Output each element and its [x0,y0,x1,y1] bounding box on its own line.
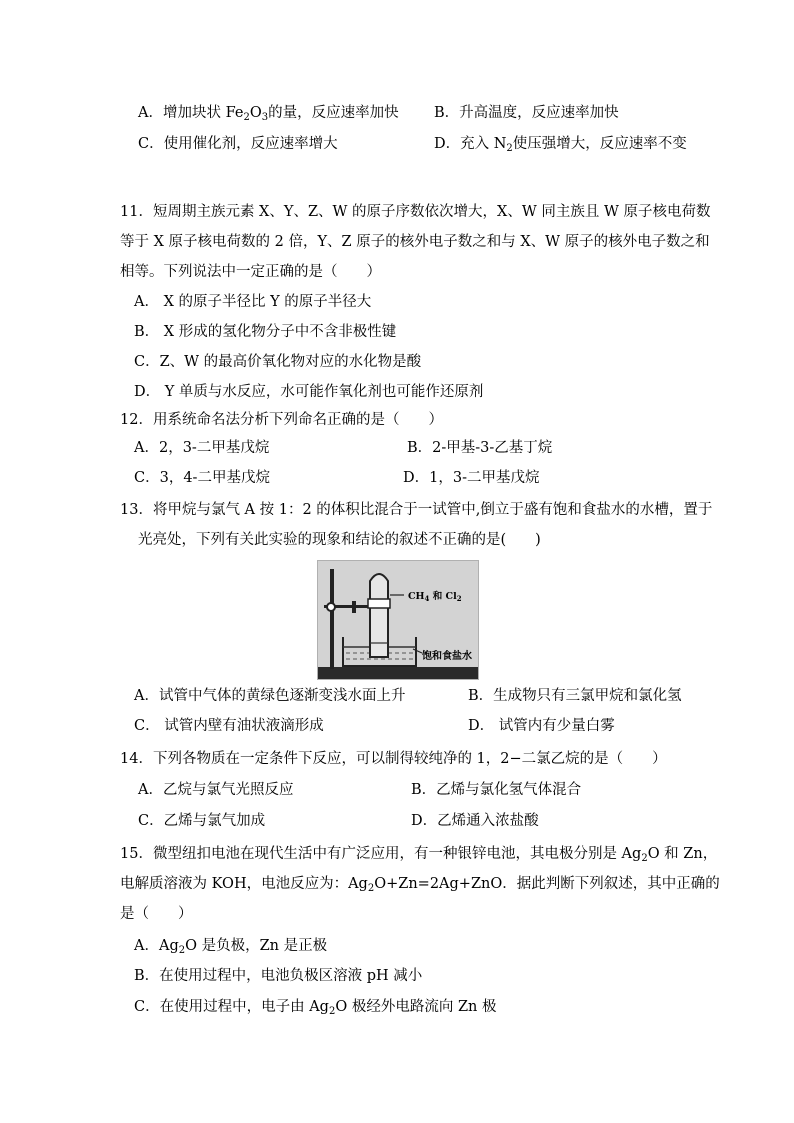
q13-option-b: B．生成物只有三氯甲烷和氯化氢 [468,688,682,704]
q15-stem-line-1: 15．微型纽扣电池在现代生活中有广泛应用，有一种银锌电池，其电极分别是 $Ag_2O$ 和 Zn， [120,846,718,864]
q14-option-d: D．乙烯通入浓盐酸 [411,813,539,829]
q15-option-c: C．在使用过程中，电子由 $Ag_2O$ 极经外电路流向 Zn 极 [134,999,497,1017]
q10-option-c: C．使用催化剂，反应速率增大 [138,136,338,152]
q12-option-c: C．3，4-二甲基戊烷 [134,470,270,486]
q13-option-a: A．试管中气体的黄绿色逐渐变浅水面上升 [134,688,406,704]
q14-stem: 14．下列各物质在一定条件下反应，可以制得较纯净的 1，2−二氯乙烷的是（ ） [120,751,667,767]
q12-option-b: B．2-甲基-3-乙基丁烷 [407,440,553,456]
q15-option-b: B．在使用过程中，电池负极区溶液 pH 减小 [134,968,423,984]
label-gas: $CH_4$ 和 $Cl_2$ [408,591,462,603]
q11-option-c: C．Z、W 的最高价氧化物对应的水化物是酸 [134,354,422,370]
experiment-figure [317,560,479,680]
q15-stem-line-3: 是（ ） [120,906,193,922]
q13-option-d: D． 试管内有少量白雾 [468,718,615,734]
q13-option-c: C． 试管内壁有油状液滴形成 [134,718,324,734]
q13-stem-line-1: 13．将甲烷与氯气 A 按 1：2 的体积比混合于一试管中,倒立于盛有饱和食盐水的水槽，置于 [120,502,713,518]
q11-stem-line-2: 等于 X 原子核电荷数的 2 倍，Y、Z 原子的核外电子数之和与 X、W 原子的核外电子数之和 [120,234,710,250]
q15-stem-line-2: 电解质溶液为 KOH，电池反应为：$Ag_2O+Zn=2Ag+ZnO$．据此判断下列叙述，其中正确的 [120,876,720,894]
q14-option-a: A．乙烷与氯气光照反应 [138,782,294,798]
q10-option-a: A．增加块状 $Fe_2O_3$的量，反应速率加快 [138,105,399,123]
q14-option-c: C．乙烯与氯气加成 [138,813,266,829]
q11-option-b: B． X 形成的氢化物分子中不含非极性键 [134,324,397,340]
q11-option-a: A． X 的原子半径比 Y 的原子半径大 [134,294,372,310]
q14-option-b: B．乙烯与氯化氢气体混合 [411,782,582,798]
q12-option-a: A．2，3-二甲基戊烷 [134,440,270,456]
q11-option-d: D． Y 单质与水反应，水可能作氧化剂也可能作还原剂 [134,384,484,400]
q10-option-b: B．升高温度，反应速率加快 [434,105,619,121]
q13-stem-line-2: 光亮处，下列有关此实验的现象和结论的叙述不正确的是( ) [138,532,541,548]
q11-stem-line-1: 11．短周期主族元素 X、Y、Z、W 的原子序数依次增大，X、W 同主族且 W 原子核电荷数 [120,204,711,220]
q15-option-a: A．$Ag_2O$ 是负极，Zn 是正极 [134,938,328,956]
apparatus-diagram [318,561,478,679]
q12-stem: 12．用系统命名法分析下列命名正确的是（ ） [120,412,443,428]
q12-option-d: D．1，3-二甲基戊烷 [403,470,540,486]
q10-option-d: D．充入 $N_2$使压强增大，反应速率不变 [434,136,687,154]
q11-stem-line-3: 相等。下列说法中一定正确的是（ ） [120,264,381,280]
label-saline: 饱和食盐水 [422,651,472,662]
